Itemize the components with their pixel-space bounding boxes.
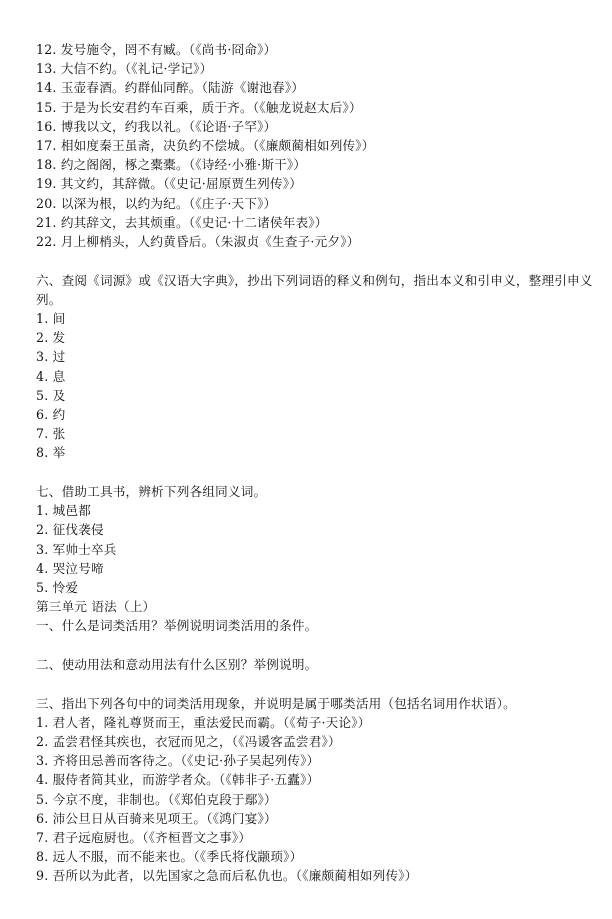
list-item: 21. 约其辞文，去其烦重。（《史记·十二诸侯年表》） [36, 214, 328, 230]
unit-3 [36, 597, 596, 885]
section-6 [36, 271, 596, 463]
list-item: 14. 玉壶春酒。约群仙同醉。（陆游《谢池春》） [36, 80, 305, 96]
list-item: 19. 其文约，其辞微。（《史记·屈原贾生列传》） [36, 176, 303, 192]
spacer [36, 251, 596, 271]
question-1: 一、什么是词类活用？举例说明词类活用的条件。 [36, 618, 318, 634]
list-item: 3. 军帅士卒兵 [36, 541, 117, 557]
list-item: 1. 城邑都 [36, 503, 92, 519]
list-item: 16. 博我以文，约我以礼。（《论语·子罕》） [36, 118, 277, 134]
list-item: 6. 约 [36, 406, 66, 422]
list-item: 18. 约之阁阁，椓之橐橐。（《诗经·小雅·斯干》） [36, 157, 307, 173]
list-item: 6. 沛公旦日从百骑来见项王。（《鸿门宴》） [36, 810, 277, 826]
document-page [36, 40, 596, 886]
list-item: 8. 远人不服，而不能来也。（《季氏将伐颛顼》） [36, 849, 303, 865]
list-item: 3. 齐将田忌善而客待之。（《史记·孙子吴起列传》） [36, 753, 320, 769]
list-item: 7. 君子远庖厨也。（《齐桓晋文之事》） [36, 829, 252, 845]
list-item: 5. 今京不度，非制也。（《郑伯克段于鄢》） [36, 791, 277, 807]
list-item: 20. 以深为根，以约为纪。（《庄子·天下》） [36, 195, 277, 211]
list-item: 3. 过 [36, 349, 66, 365]
section-7 [36, 482, 596, 597]
list-item: 9. 吾所以为此者，以先国家之急而后私仇也。（《廉颇蔺相如列传》） [36, 868, 418, 884]
section-7-title: 七、借助工具书，辨析下列各组同义词。 [36, 483, 267, 499]
list-item: 1. 君人者，隆礼尊贤而王，重法爱民而霸。（《荀子·天论》） [36, 714, 371, 730]
question-2: 二、使动用法和意动用法有什么区别？举例说明。 [36, 656, 318, 672]
list-item: 13. 大信不约。（《礼记·学记》） [36, 61, 213, 77]
list-item: 22. 月上柳梢头，人约黄昏后。（朱淑贞《生查子·元夕》） [36, 233, 360, 249]
list-item: 2. 孟尝君怪其疾也，衣冠而见之，（《冯谖客孟尝君》） [36, 734, 341, 750]
list-item: 7. 张 [36, 426, 66, 442]
list-item: 2. 发 [36, 330, 66, 346]
list-item: 1. 间 [36, 310, 66, 326]
spacer [36, 674, 596, 694]
list-item: 15. 于是为长安君约车百乘，质于齐。（《触龙说赵太后》） [36, 99, 362, 115]
list-item: 5. 怜爱 [36, 579, 79, 595]
list-item: 4. 息 [36, 368, 66, 384]
spacer [36, 635, 596, 655]
question-3-title: 三、指出下列各句中的词类活用现象，并说明是属于哪类活用（包括名词用作状语）。 [36, 695, 516, 711]
list-item: 17. 相如度秦王虽斋，决负约不偿城。（《廉颇蔺相如列传》） [36, 137, 375, 153]
unit-3-heading: 第三单元 语法（上） [36, 599, 156, 615]
list-item: 4. 服侍者简其业，而游学者众。（《韩非子·五蠹》） [36, 772, 320, 788]
list-item: 4. 哭泣号啼 [36, 560, 104, 576]
list-item: 5. 及 [36, 387, 66, 403]
list-item: 8. 举 [36, 445, 66, 461]
section-6-title: 六、查阅《词源》或《汉语大字典》，抄出下列词语的释义和例句，指出本义和引申义，整理引申义列。 [36, 272, 593, 307]
spacer [36, 462, 596, 482]
list-item: 2. 征伐袭侵 [36, 522, 104, 538]
example-sentence-list [36, 40, 596, 251]
list-item: 12. 发号施令，罔不有臧。（《尚书·冏命》） [36, 42, 277, 57]
